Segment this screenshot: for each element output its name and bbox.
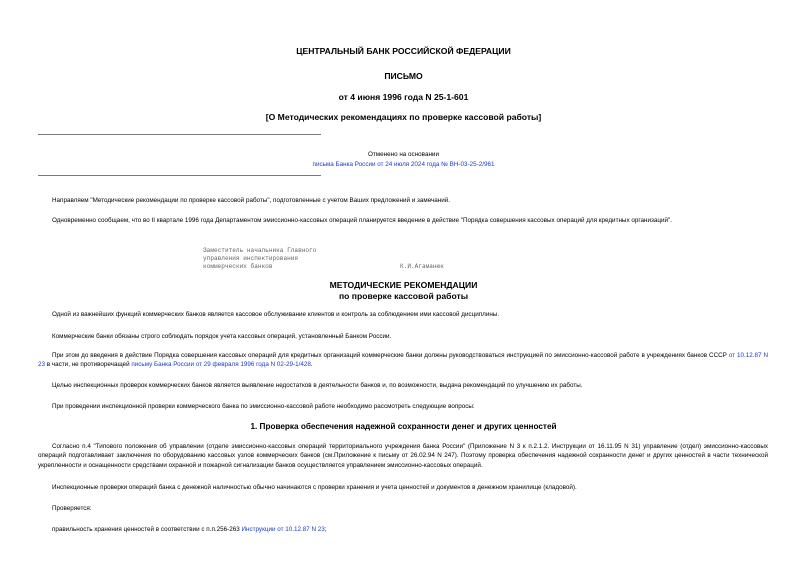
section-1-paragraph-1: Согласно п.4 "Типового положения об управлении (отделе эмиссионно-кассовых операций территориального учреждения банка России" (Приложение N 3 к п.2.1.2. Инструкции от 16.11.95 N 31) управление (отдел) эмиссионно-кассовых операций подготавливает заключения по оборудованию кассовых узлов коммерческих банков (см.Приложение к письму от 26.02.94 N 247). Поэтому проверка обеспечения надежной сохранности денег и других ценностей в части технической укрепленности и оснащенности средствами охранной и пожарной сигнализации банков осуществляется управлением эмиссионно-кассовых операций. bbox=[38, 443, 768, 469]
letter-paragraph-1: Направляем "Методические рекомендации по проверке кассовой работы", подготовленные с учетом Ваших предложений и замечаний. bbox=[52, 197, 451, 204]
rec-paragraph-3-text-c: . bbox=[310, 361, 313, 369]
rec-paragraph-5: При проведении инспекционной проверки коммерческого банка по эмиссионно-кассовой работе необходимо рассмотреть следующие вопросы: bbox=[52, 403, 475, 410]
rec-paragraph-2: Коммерческие банки обязаны строго соблюдать порядок учета кассовых операций, установленный Банком России. bbox=[52, 333, 392, 340]
section-1-paragraph-4-text-b: ; bbox=[324, 526, 327, 533]
rec-paragraph-1: Одной из важнейших функций коммерческих банков является кассовое обслуживание клиентов и контроль за соблюдением ими кассовой дисциплины. bbox=[52, 311, 500, 318]
recommendations-title: МЕТОДИЧЕСКИЕ РЕКОМЕНДАЦИИ bbox=[329, 280, 478, 290]
repeal-note: Отменено на основании bbox=[368, 151, 439, 158]
signature-position-3: коммерческих банков bbox=[203, 263, 273, 270]
section-1-heading: 1. Проверка обеспечения надежной сохранности денег и других ценностей bbox=[250, 422, 557, 431]
divider-top bbox=[38, 134, 321, 135]
rec-paragraph-4: Целью инспекционных проверок коммерческих банков является выявление недостатков в деятельности банков и, по возможности, выдача рекомендаций по улучшению их работы. bbox=[52, 382, 583, 389]
rec-paragraph-3-text-b: в части, не противоречащей bbox=[45, 361, 132, 369]
divider-bottom bbox=[38, 175, 321, 176]
letter-paragraph-2: Одновременно сообщаем, что во II квартале 1996 года Департаментом эмиссионно-кассовых операций планируется введение в действие "Порядка совершения кассовых операций для кредитных организаций". bbox=[52, 217, 673, 224]
doc-subject: [О Методических рекомендациях по проверке кассовой работы] bbox=[265, 112, 542, 122]
doc-date: от 4 июня 1996 года N 25-1-601 bbox=[338, 92, 469, 102]
signature-position-2: управления инспектирования bbox=[203, 255, 299, 262]
section-1-paragraph-2: Инспекционные проверки операций банка с денежной наличностью обычно начинаются с проверки хранения и учета ценностей и документов в денежном хранилище (кладовой). bbox=[52, 484, 577, 491]
instruction-23-link-2[interactable]: Инструкции от 10.12.87 N 23 bbox=[241, 526, 325, 533]
doc-type: ПИСЬМО bbox=[384, 71, 423, 81]
section-1-paragraph-4-text-a: правильность хранения ценностей в соответствии с п.п.256-263 bbox=[52, 526, 242, 533]
org-title: ЦЕНТРАЛЬНЫЙ БАНК РОССИЙСКОЙ ФЕДЕРАЦИИ bbox=[296, 46, 511, 56]
instruction-23-link[interactable]: от 10.12.87 N 23 bbox=[38, 352, 768, 369]
letter-428-link[interactable]: письму Банка России от 29 февраля 1996 года N 02-29-1/428 bbox=[131, 361, 311, 369]
signature-position-1: Заместитель начальника Главного bbox=[203, 247, 317, 254]
section-1-paragraph-4 bbox=[52, 525, 767, 534]
signature-name: К.И.Агаманюк bbox=[400, 263, 444, 270]
rec-paragraph-3-text-a: При этом до введения в действие Порядка совершения кассовых операций для кредитных организаций коммерческие банки должны руководствоваться инструкцией по эмиссионно-кассовой работе в учреждениях банков СССР bbox=[52, 352, 729, 359]
rec-paragraph-3 bbox=[38, 351, 768, 370]
repeal-link[interactable]: письма Банка России от 24 июля 2024 года № ВН-03-25-2/961 bbox=[312, 161, 495, 168]
recommendations-subtitle: по проверке кассовой работы bbox=[338, 291, 469, 301]
section-1-paragraph-3: Проверяется: bbox=[52, 505, 92, 512]
